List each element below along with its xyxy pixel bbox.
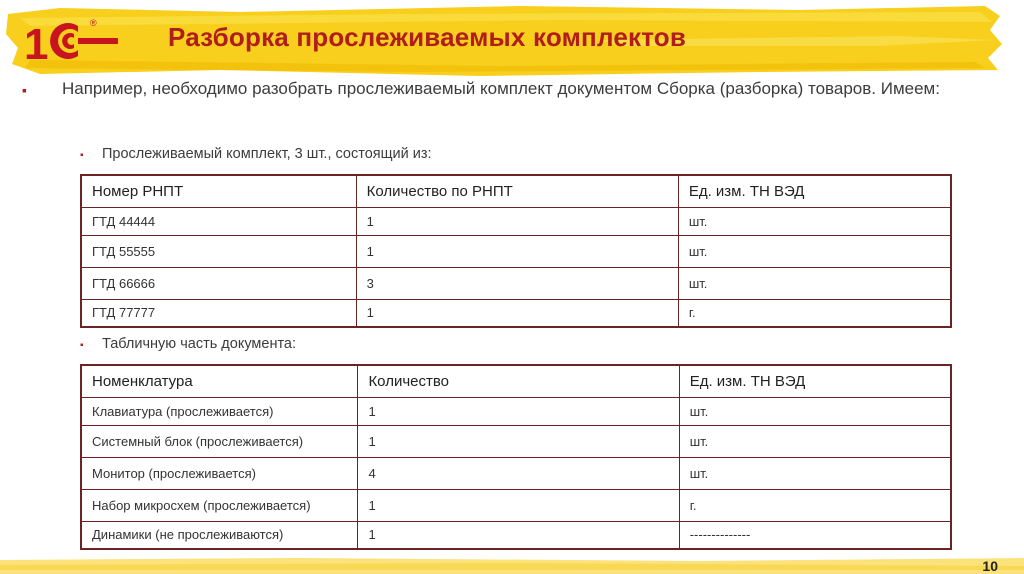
table-row [81, 235, 951, 267]
footer-band [0, 556, 1024, 574]
bullet1-text: Прослеживаемый комплект, 3 шт., состоящий из: [102, 146, 432, 162]
table-cell: 1 [356, 207, 678, 235]
table-cell: 1 [358, 489, 679, 521]
table-cell: 1 [358, 397, 679, 425]
table-row [81, 397, 951, 425]
table-cell: ГТД 77777 [81, 299, 356, 327]
table-cell: ГТД 44444 [81, 207, 356, 235]
table-cell: Динамики (не прослеживаются) [81, 521, 358, 549]
logo-c-inner [62, 33, 74, 49]
table-cell: 1 [358, 521, 679, 549]
logo-registered: ® [90, 18, 97, 28]
table-cell: 1 [358, 425, 679, 457]
table-cell: Клавиатура (прослеживается) [81, 397, 358, 425]
table-cell: 1 [356, 299, 678, 327]
page-title: Разборка прослеживаемых комплектов [168, 22, 687, 52]
logo-one: 1 [24, 20, 49, 66]
table-header-cell: Количество [358, 365, 679, 397]
table-row [81, 457, 951, 489]
table-cell: Системный блок (прослеживается) [81, 425, 358, 457]
table-cell: 3 [356, 267, 678, 299]
table-cell: ГТД 55555 [81, 235, 356, 267]
page-number: 10 [982, 558, 998, 574]
table-header-row [81, 175, 951, 207]
table-cell: г. [678, 299, 951, 327]
intro-text: Например, необходимо разобрать прослеживаемый комплект документом Сборка (разборка) товаров. Имеем: [62, 79, 940, 98]
table-cell: шт. [679, 397, 951, 425]
sub-bullet-marker: ▪ [80, 150, 84, 161]
document-table [80, 364, 952, 550]
table-header-row [81, 365, 951, 397]
table-cell: шт. [679, 425, 951, 457]
rnpt-table [80, 174, 952, 328]
table-cell: -------------- [679, 521, 951, 549]
table-cell: ГТД 66666 [81, 267, 356, 299]
table-header-cell: Количество по РНПТ [356, 175, 678, 207]
table-cell: шт. [678, 267, 951, 299]
table-cell: Набор микросхем (прослеживается) [81, 489, 358, 521]
table-header-cell: Номер РНПТ [81, 175, 356, 207]
table-row [81, 299, 951, 327]
1c-logo [24, 16, 134, 66]
bullet2-text: Табличную часть документа: [102, 336, 297, 352]
table-row [81, 521, 951, 549]
table-header-cell: Ед. изм. ТН ВЭД [679, 365, 951, 397]
table-cell: 4 [358, 457, 679, 489]
table-row [81, 489, 951, 521]
table-row [81, 425, 951, 457]
table-cell: шт. [679, 457, 951, 489]
table-header-cell: Номенклатура [81, 365, 358, 397]
bullet-marker: ▪ [22, 82, 27, 98]
table-cell: шт. [678, 235, 951, 267]
table-row [81, 207, 951, 235]
sub-bullet-marker: ▪ [80, 340, 84, 351]
table-cell: Монитор (прослеживается) [81, 457, 358, 489]
table-cell: 1 [356, 235, 678, 267]
table-row [81, 267, 951, 299]
table-cell: шт. [678, 207, 951, 235]
table-cell: г. [679, 489, 951, 521]
table-header-cell: Ед. изм. ТН ВЭД [678, 175, 951, 207]
